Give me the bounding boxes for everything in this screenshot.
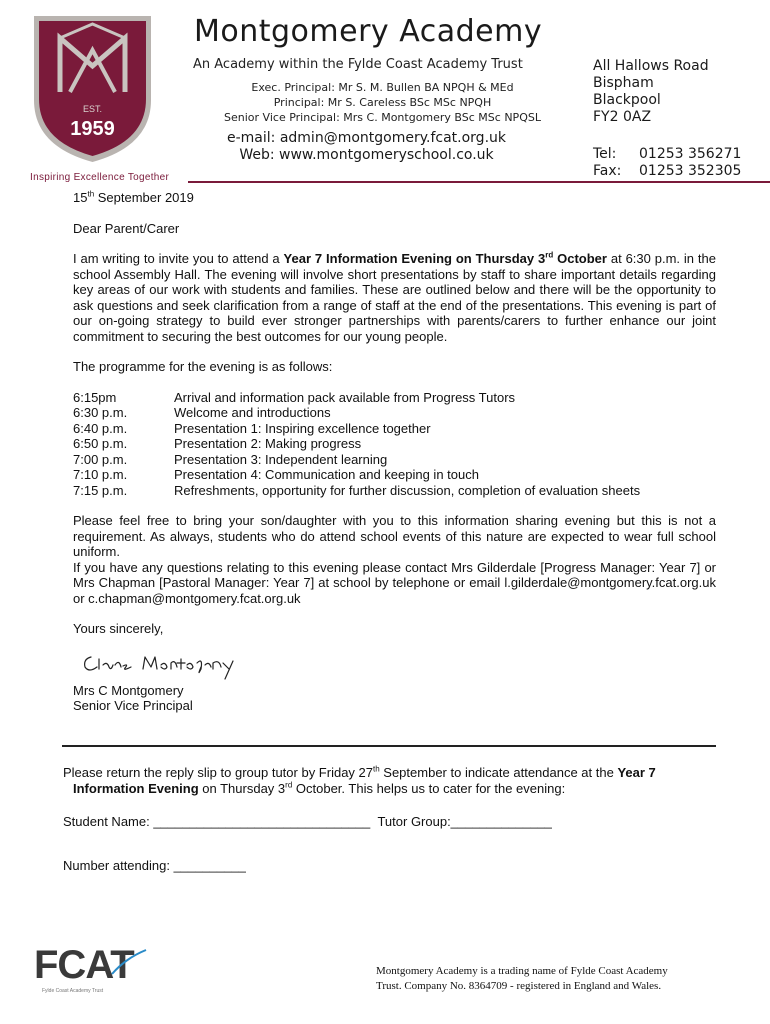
fax-line: [593, 163, 741, 180]
address-line-2: Bispham: [593, 75, 654, 91]
school-address: [593, 58, 709, 126]
email-line[interactable]: e-mail: admin@montgomery.fcat.org.uk: [227, 130, 506, 146]
letter-intro: I am writing to invite you to attend a Year 7 Information Evening on Thursday 3rd October at 6:30 p.m. in the school Assembly Hall. The evening will involve short presentations by staff to share important details regarding key areas of our work with students and families. These are outlined below and there will be the opportunity to ask questions and seek clarification from a range of staff at the end of the presentations. This evening is part of our on-going strategy to build ever stronger partnerships with parents/carers to further enhance our joint commitment to securing the best outcomes for our young people.: [73, 250, 716, 344]
staff-list: [190, 80, 575, 125]
fax-number: 01253 352305: [639, 163, 742, 179]
signatory-title: Senior Vice Principal: [73, 698, 193, 713]
svg-text:FCAT: FCAT: [34, 944, 134, 987]
programme-row: 7:15 p.m. Refreshments, opportunity for further discussion, completion of evaluation sheets: [73, 482, 641, 498]
letter-closing: Yours sincerely,: [73, 621, 164, 636]
contact-paragraph: If you have any questions relating to this evening please contact Mrs Gilderdale [Progress Manager: Year 7] or Mrs Chapman [Pastoral Manager: Year 7] at school by telephone or email l.gilderdale@montgomery.fcat.org.uk or c.chapman@montgomery.fcat.org.uk: [73, 559, 716, 606]
address-line-4: FY2 0AZ: [593, 109, 652, 125]
fcat-logo: [34, 944, 149, 996]
address-line-1: All Hallows Road: [593, 58, 709, 74]
tel-label: Tel:: [593, 146, 617, 162]
web-line[interactable]: Web: www.montgomeryschool.co.uk: [239, 147, 494, 163]
address-line-3: Blackpool: [593, 92, 661, 108]
company-registration-note: Montgomery Academy is a trading name of Fylde Coast Academy Trust. Company No. 8364709 - registered in England and Wales.: [376, 965, 668, 992]
programme-row: 6:30 p.m. Welcome and introductions: [73, 405, 331, 420]
tagline: Inspiring Excellence Together: [30, 172, 170, 183]
reply-line-2: Information Evening on Thursday 3rd October. This helps us to cater for the evening:: [73, 780, 566, 796]
staff-exec-principal: Exec. Principal: Mr S. M. Bullen BA NPQH & MEd: [251, 81, 514, 94]
tel-number: 01253 356271: [639, 146, 742, 162]
header-divider: [188, 181, 770, 183]
programme-row: 6:50 p.m. Presentation 2: Making progress: [73, 436, 362, 451]
svg-text:Fylde Coast Academy Trust: Fylde Coast Academy Trust: [42, 988, 104, 994]
tel-line: [593, 146, 741, 163]
signatory-name: Mrs C Montgomery: [73, 682, 184, 698]
reply-slip-divider: [62, 745, 716, 747]
school-name: Montgomery Academy: [194, 14, 543, 49]
letter-body: [73, 190, 716, 714]
fax-label: Fax:: [593, 163, 622, 179]
handwritten-signature-icon: [73, 637, 243, 683]
letter-date: 15th September 2019: [73, 189, 194, 205]
crest-year: 1959: [70, 118, 115, 140]
student-name-field[interactable]: Student Name: ______________________________ Tutor Group:______________: [63, 814, 552, 829]
phone-block: [593, 146, 741, 180]
school-subtitle: An Academy within the Fylde Coast Academy Trust: [193, 57, 523, 72]
letter-greeting: Dear Parent/Carer: [73, 220, 180, 236]
programme-row: 6:15pm Arrival and information pack available from Progress Tutors: [73, 389, 516, 405]
programme-row: 6:40 p.m. Presentation 1: Inspiring excellence together: [73, 420, 431, 436]
programme-row: 7:10 p.m. Presentation 4: Communication and keeping in touch: [73, 467, 479, 482]
staff-principal: Principal: Mr S. Careless BSc MSc NPQH: [273, 96, 492, 109]
number-attending-field[interactable]: Number attending: __________: [63, 858, 246, 873]
staff-senior-vice-principal: Senior Vice Principal: Mrs C. Montgomery BSc MSc NPQSL: [224, 111, 541, 124]
programme-intro: The programme for the evening is as follows:: [73, 359, 333, 374]
programme-table: [73, 390, 640, 499]
uniform-paragraph: Please feel free to bring your son/daughter with you to this information sharing evening but this is not a requirement. As always, students who do attend school events of this nature are expected to wear full school uniform.: [73, 513, 716, 559]
school-crest-logo: [30, 14, 155, 164]
crest-est: EST.: [82, 104, 103, 114]
reply-line-1: Please return the reply slip to group tutor by Friday 27th September to indicate attendance at the Year 7: [63, 764, 656, 780]
reply-slip-instructions: [63, 765, 718, 796]
contact-block: [194, 130, 539, 164]
programme-row: 7:00 p.m. Presentation 3: Independent learning: [73, 451, 388, 467]
tutor-group-field[interactable]: Tutor Group:______________: [377, 814, 552, 829]
signature-image: [73, 637, 716, 683]
